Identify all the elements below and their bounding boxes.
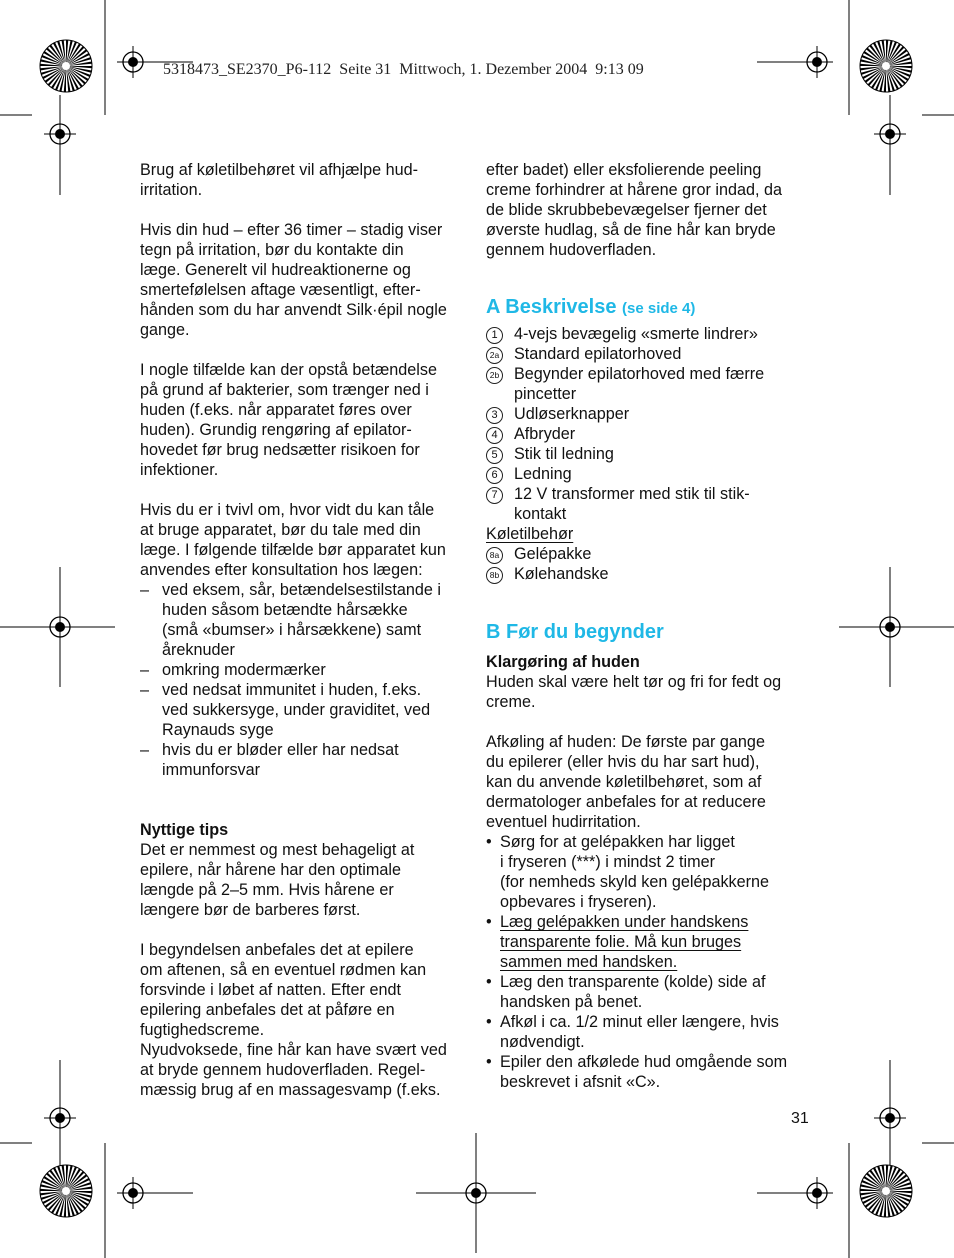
part-label <box>514 464 572 484</box>
text-line <box>500 972 765 992</box>
text-line: læge. I følgende tilfælde bør apparatet kun <box>140 541 446 559</box>
bullet-text <box>500 912 748 972</box>
starburst-target-icon <box>860 1165 912 1217</box>
text-line: Afkøling af huden: De første par gange <box>486 733 765 751</box>
part-item <box>486 464 816 484</box>
text-line: I begyndelsen anbefales det at epilere <box>140 941 414 959</box>
registration-crosshair-icon <box>874 118 906 150</box>
right-column <box>486 160 816 1092</box>
text-line: infektioner. <box>140 461 219 479</box>
text-line: hvis du er bløder eller har nedsat <box>162 741 399 759</box>
dash-marker: – <box>140 661 150 679</box>
registration-crosshair-icon <box>44 611 76 643</box>
text-line: huden). Grundig rengøring af epilator- <box>140 421 412 439</box>
text-line: (små «bumser» i hårsækkene) samt <box>162 621 422 639</box>
part-item <box>486 424 816 444</box>
text-line: immunforsvar <box>162 761 261 779</box>
text-run: sammen med handsken. <box>500 953 678 971</box>
text-run: transparente folie. Må kun bruges <box>500 933 742 951</box>
text-line <box>500 872 769 892</box>
part-number <box>486 344 514 364</box>
bullet-item <box>486 1012 816 1052</box>
text-line: huden (f.eks. når apparatet føres over <box>140 401 412 419</box>
text-line: Gelépakke <box>514 545 592 563</box>
dash-item <box>140 580 470 660</box>
text-line: creme. <box>486 693 536 711</box>
section-title-text: A Beskrivelse <box>486 296 617 318</box>
bullet-text <box>500 1012 779 1052</box>
text-line: efter badet) eller eksfolierende peeling <box>486 161 762 179</box>
text-line: dermatologer anbefales for at reducere <box>486 793 766 811</box>
text-line: Stik til ledning <box>514 445 614 463</box>
dash-item-text <box>162 680 430 740</box>
print-header: 5318473_SE2370_P6-112 Seite 31 Mittwoch, 1. Dezember 2004 9:13 09 <box>163 61 644 78</box>
bullet-marker: • <box>486 1013 492 1031</box>
part-number-badge: 2a <box>486 347 503 364</box>
text-line: Huden skal være helt tør og fri for fedt og <box>486 673 782 691</box>
text-line <box>500 832 769 852</box>
part-number-badge: 3 <box>486 407 503 424</box>
text-line: Ledning <box>514 465 572 483</box>
text-line: længere bør de barberes først. <box>140 901 361 919</box>
text-line <box>500 1052 787 1072</box>
text-line: Det er nemmest og mest behageligt at <box>140 841 415 859</box>
text-line <box>500 852 769 872</box>
bullet-item <box>486 972 816 1012</box>
part-label <box>514 484 750 524</box>
part-item <box>486 324 816 344</box>
text-line <box>500 1072 787 1092</box>
part-number-badge: 8a <box>486 547 503 564</box>
left-column <box>140 160 470 1100</box>
paragraph <box>140 160 470 200</box>
part-number <box>486 404 514 424</box>
dash-marker: – <box>140 681 150 699</box>
part-label <box>514 324 758 344</box>
text-line: fugtighedscreme. <box>140 1021 265 1039</box>
part-number <box>486 424 514 444</box>
text-line <box>500 912 748 932</box>
paragraph <box>140 500 470 580</box>
bullet-item <box>486 912 816 972</box>
text-line: ved sukkersyge, under graviditet, ved <box>162 701 431 719</box>
section-title <box>486 293 816 323</box>
text-line: huden såsom betændte hårsække <box>162 601 408 619</box>
text-line: omkring modermærker <box>162 661 326 679</box>
text-line: mæssig brug af en massagesvamp (f.eks. <box>140 1081 441 1099</box>
dash-item <box>140 740 470 780</box>
bullet-item <box>486 832 816 912</box>
text-line: anvendes efter konsultation hos lægen: <box>140 561 423 579</box>
paragraph <box>486 160 816 260</box>
text-line <box>500 892 769 912</box>
paragraph <box>486 732 816 832</box>
text-line: creme forhindrer at hårene gror indad, da <box>486 181 783 199</box>
part-label <box>514 424 575 444</box>
text-line: Raynauds syge <box>162 721 274 739</box>
registration-crosshair-icon <box>117 1177 149 1209</box>
text-line: epilere, når hårene har den optimale <box>140 861 401 879</box>
text-line: irritation. <box>140 181 203 199</box>
dash-item <box>140 680 470 740</box>
text-line: at bruge apparatet, bør du tale med din <box>140 521 421 539</box>
part-label <box>514 364 764 404</box>
bullet-item <box>486 1052 816 1092</box>
dash-item-text <box>162 740 399 780</box>
paragraph <box>140 840 470 920</box>
text-line: hovedet før brug nedsætter risikoen for <box>140 441 420 459</box>
part-number <box>486 324 514 344</box>
part-number <box>486 544 514 564</box>
part-label <box>514 444 614 464</box>
starburst-target-icon <box>40 1165 92 1217</box>
registration-crosshair-icon <box>460 1177 492 1209</box>
paragraph <box>140 940 470 1100</box>
bullet-marker: • <box>486 833 492 851</box>
text-line: du epilerer (eller hvis du har sart hud), <box>486 753 760 771</box>
text-line: at bryde gennem hudoverfladen. Regel- <box>140 1061 426 1079</box>
text-run: (for nemheds skyld ken gelépakkerne <box>500 873 770 891</box>
bullet-marker: • <box>486 1053 492 1071</box>
part-number <box>486 464 514 484</box>
text-line: 4-vejs bevægelig «smerte lindrer» <box>514 325 758 343</box>
registration-crosshair-icon <box>801 1177 833 1209</box>
text-line: på grund af bakterier, som trænger ned i <box>140 381 429 399</box>
text-line: eventuel hudirritation. <box>486 813 641 831</box>
text-run: nødvendigt. <box>500 1033 585 1051</box>
part-label <box>514 344 681 364</box>
part-label <box>514 544 591 564</box>
registration-crosshair-icon <box>874 611 906 643</box>
text-line: Nyudvoksede, fine hår kan have svært ved <box>140 1041 447 1059</box>
part-item <box>486 364 816 404</box>
starburst-target-icon <box>860 40 912 92</box>
text-line: Brug af køletilbehøret vil afhjælpe hud- <box>140 161 419 179</box>
registration-crosshair-icon <box>117 46 149 78</box>
text-line: ved nedsat immunitet i huden, f.eks. <box>162 681 422 699</box>
text-line <box>500 1012 779 1032</box>
part-number-badge: 6 <box>486 467 503 484</box>
text-line: længde på 2–5 mm. Hvis hårene er <box>140 881 394 899</box>
text-line: om aftenen, så en eventuel rødmen kan <box>140 961 427 979</box>
text-run: Afkøl i ca. 1/2 minut eller længere, hvis <box>500 1013 779 1031</box>
text-line: de blide skrubbebevægelser fjerner det <box>486 201 767 219</box>
part-number-badge: 4 <box>486 427 503 444</box>
text-line: Hvis du er i tvivl om, hvor vidt du kan tåle <box>140 501 435 519</box>
dash-marker: – <box>140 741 150 759</box>
text-line: smertefølelsen aftage væsentligt, efter- <box>140 281 421 299</box>
part-number <box>486 444 514 464</box>
text-line: pincetter <box>514 385 577 403</box>
part-item <box>486 444 816 464</box>
part-item <box>486 344 816 364</box>
text-run: Læg gelépakken under handskens <box>500 913 749 931</box>
text-line: Standard epilatorhoved <box>514 345 682 363</box>
starburst-target-icon <box>40 40 92 92</box>
dash-item <box>140 660 470 680</box>
paragraph <box>140 360 470 480</box>
bullet-marker: • <box>486 973 492 991</box>
paragraph <box>486 672 816 712</box>
part-item <box>486 484 816 524</box>
text-run: handsken på benet. <box>500 993 643 1011</box>
text-run: Sørg for at gelépakken har ligget <box>500 833 735 851</box>
text-line: forsvinde i løbet af natten. Efter endt <box>140 981 401 999</box>
text-line <box>500 952 748 972</box>
registration-crosshair-icon <box>801 46 833 78</box>
text-line: kan du anvende køletilbehøret, som af <box>486 773 762 791</box>
text-line: ved eksem, sår, betændelsestilstande i <box>162 581 441 599</box>
bullet-text <box>500 832 769 912</box>
part-item <box>486 564 816 584</box>
text-line: Udløserknapper <box>514 405 630 423</box>
part-number-badge: 8b <box>486 567 503 584</box>
section-title-ref: (se side 4) <box>622 300 696 317</box>
text-run: beskrevet i afsnit «C». <box>500 1073 661 1091</box>
part-label <box>514 404 629 424</box>
text-line: Hvis din hud – efter 36 timer – stadig viser <box>140 221 443 239</box>
bullet-text <box>500 1052 787 1092</box>
text-line <box>500 932 748 952</box>
dash-item-text <box>162 580 441 660</box>
page-number: 31 <box>791 1110 809 1127</box>
registration-crosshair-icon <box>44 118 76 150</box>
part-number-badge: 2b <box>486 367 503 384</box>
subsection-heading: Klargøring af huden <box>486 653 640 671</box>
text-line: I nogle tilfælde kan der opstå betændelse <box>140 361 437 379</box>
text-line: epilering anbefales det at påføre en <box>140 1001 395 1019</box>
text-run: opbevares i fryseren). <box>500 893 657 911</box>
bullet-text <box>500 972 765 1012</box>
text-line: tegn på irritation, bør du kontakte din <box>140 241 404 259</box>
section-heading: Nyttige tips <box>140 821 229 839</box>
text-line: Afbryder <box>514 425 576 443</box>
text-line: læge. Generelt vil hudreaktionerne og <box>140 261 411 279</box>
text-line <box>500 992 765 1012</box>
text-line: gange. <box>140 321 190 339</box>
part-label <box>514 564 609 584</box>
text-run: Epiler den afkølede hud omgående som <box>500 1053 788 1071</box>
part-number <box>486 564 514 584</box>
dash-item-text <box>162 660 326 680</box>
text-line <box>500 1032 779 1052</box>
part-number <box>486 364 514 404</box>
cooling-label: Køletilbehør <box>486 525 574 543</box>
paragraph <box>140 220 470 340</box>
text-run: i fryseren (***) i mindst 2 timer <box>500 853 715 871</box>
section-title: B Før du begynder <box>486 621 664 643</box>
bullet-marker: • <box>486 913 492 931</box>
dash-marker: – <box>140 581 150 599</box>
text-line: gennem hudoverfladen. <box>486 241 657 259</box>
part-number-badge: 1 <box>486 327 503 344</box>
part-number-badge: 5 <box>486 447 503 464</box>
text-line: hånden som du har anvendt Silk·épil nogle <box>140 301 447 319</box>
text-run: Læg den transparente (kolde) side af <box>500 973 766 991</box>
text-line: Kølehandske <box>514 565 609 583</box>
text-line: Begynder epilatorhoved med færre <box>514 365 765 383</box>
part-item <box>486 404 816 424</box>
part-item <box>486 544 816 564</box>
registration-crosshair-icon <box>44 1102 76 1134</box>
part-number-badge: 7 <box>486 487 503 504</box>
text-line: åreknuder <box>162 641 235 659</box>
registration-crosshair-icon <box>874 1102 906 1134</box>
text-line: øverste hudlag, så de fine hår kan bryde <box>486 221 776 239</box>
text-line: 12 V transformer med stik til stik- <box>514 485 750 503</box>
text-line: kontakt <box>514 505 567 523</box>
part-number <box>486 484 514 524</box>
